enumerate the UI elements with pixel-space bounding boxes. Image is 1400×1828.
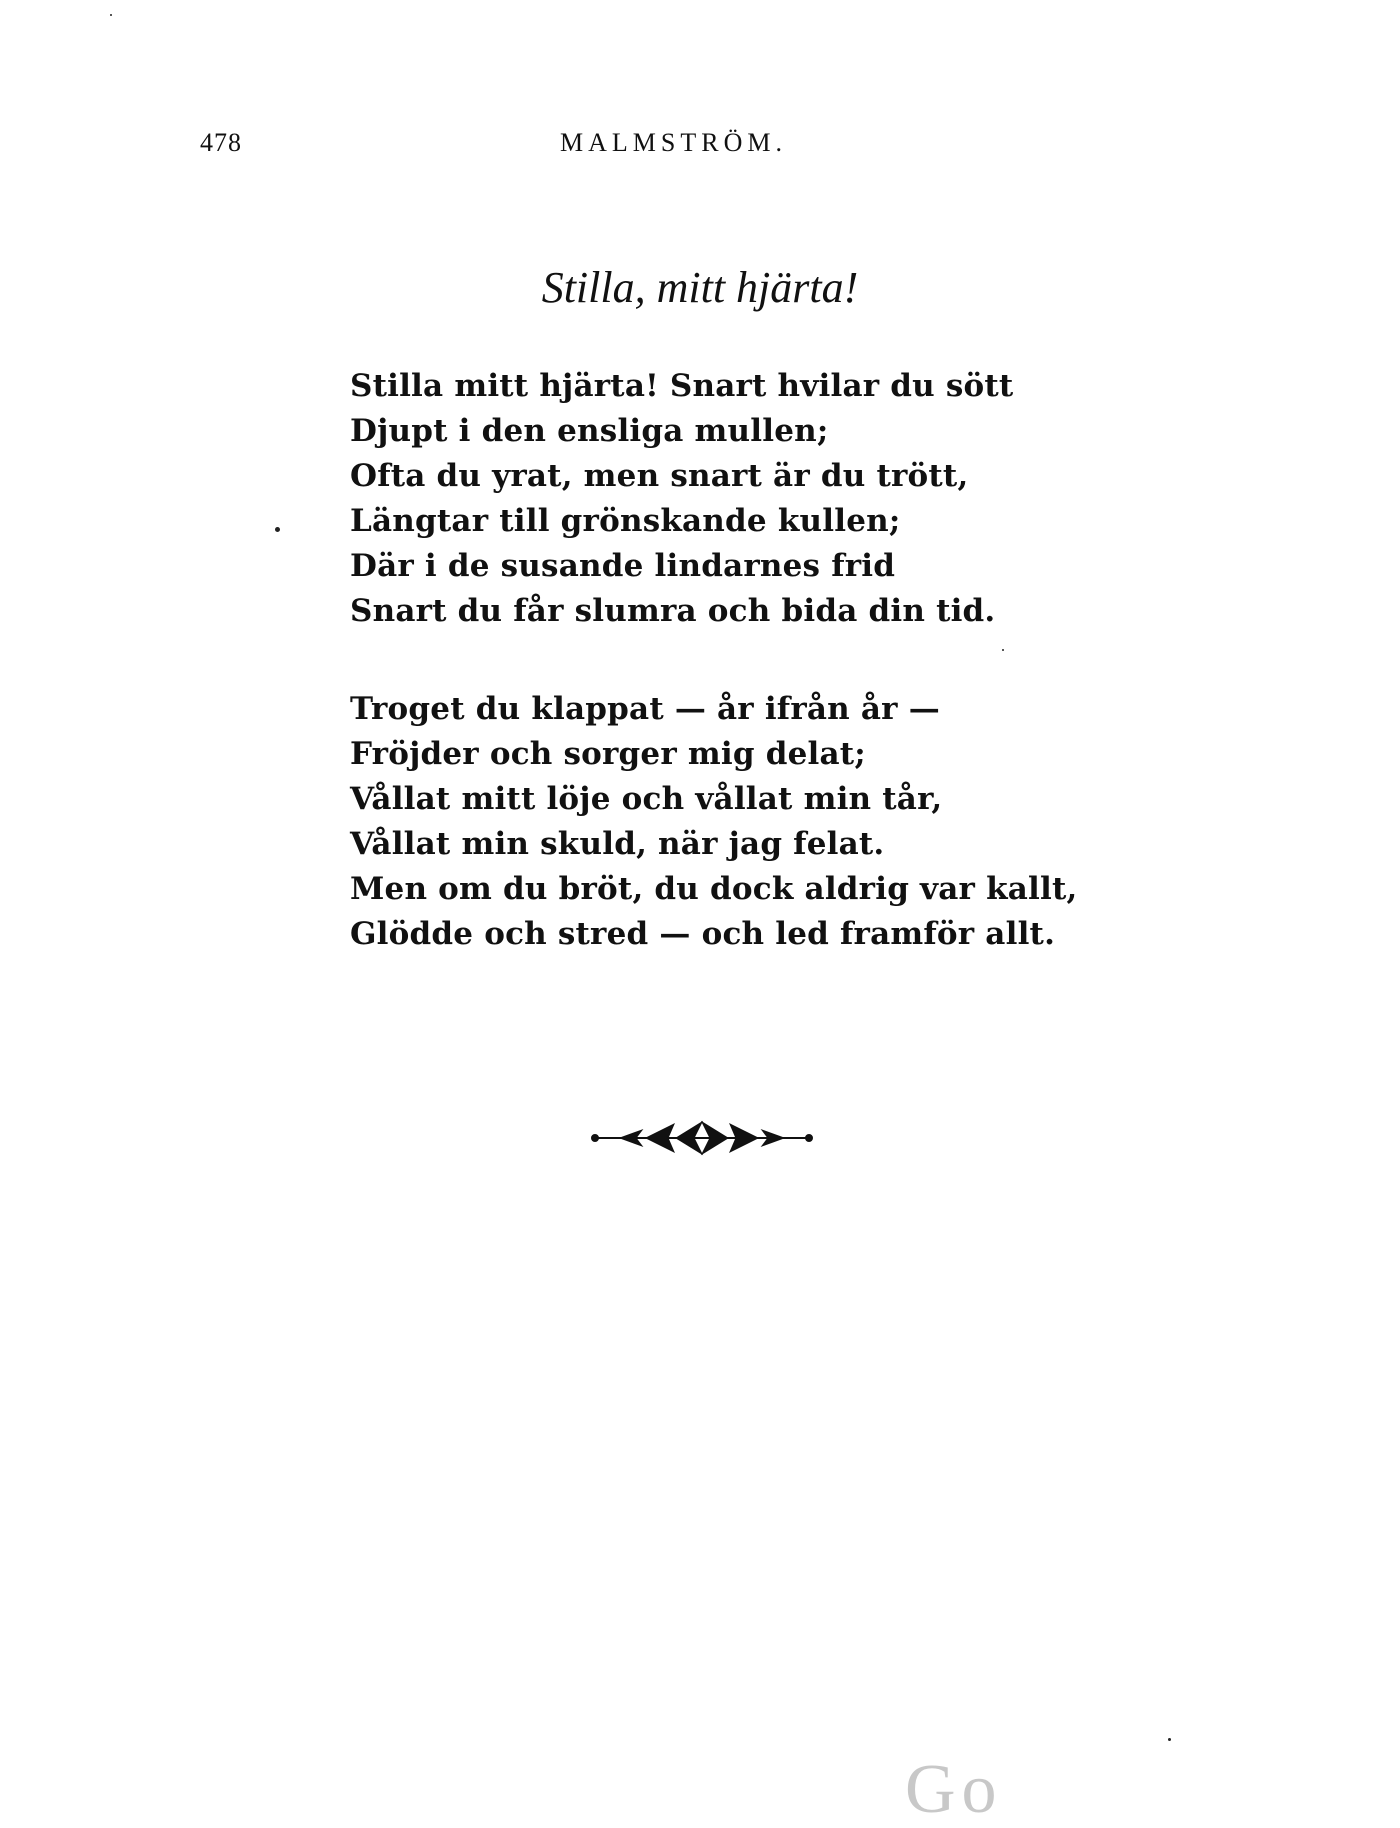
scan-speck xyxy=(1168,1738,1171,1741)
poem-line: Snart du får slumra och bida din tid. xyxy=(350,593,996,629)
stanza-2 xyxy=(350,687,1150,957)
poem-line: Där i de susande lindarnes frid xyxy=(350,548,896,584)
poem-line: Vållat mitt löje och vållat min tår, xyxy=(350,781,943,817)
page-number: 478 xyxy=(200,128,242,157)
fleuron-ornament-icon xyxy=(590,1118,814,1158)
watermark: Go xyxy=(905,1751,1003,1828)
poem-line: Stilla mitt hjärta! Snart hvilar du sött xyxy=(350,368,1014,404)
running-head: MALMSTRÖM. xyxy=(560,128,787,157)
poem-line: Djupt i den ensliga mullen; xyxy=(350,413,829,449)
stanza-1 xyxy=(350,364,1150,634)
scan-speck xyxy=(275,527,280,532)
scan-speck xyxy=(110,14,112,16)
poem-line: Glödde och stred — och led framför allt. xyxy=(350,916,1056,952)
poem-line: Vållat min skuld, när jag felat. xyxy=(350,826,885,862)
poem-line: Längtar till grönskande kullen; xyxy=(350,503,901,539)
poem-line: Men om du bröt, du dock aldrig var kallt, xyxy=(350,871,1078,907)
poem-line: Troget du klappat — år ifrån år — xyxy=(350,691,940,727)
poem-line: Ofta du yrat, men snart är du trött, xyxy=(350,458,969,494)
poem-title: Stilla, mitt hjärta! xyxy=(541,263,859,312)
scan-speck xyxy=(1002,649,1004,651)
poem-line: Fröjder och sorger mig delat; xyxy=(350,736,866,772)
